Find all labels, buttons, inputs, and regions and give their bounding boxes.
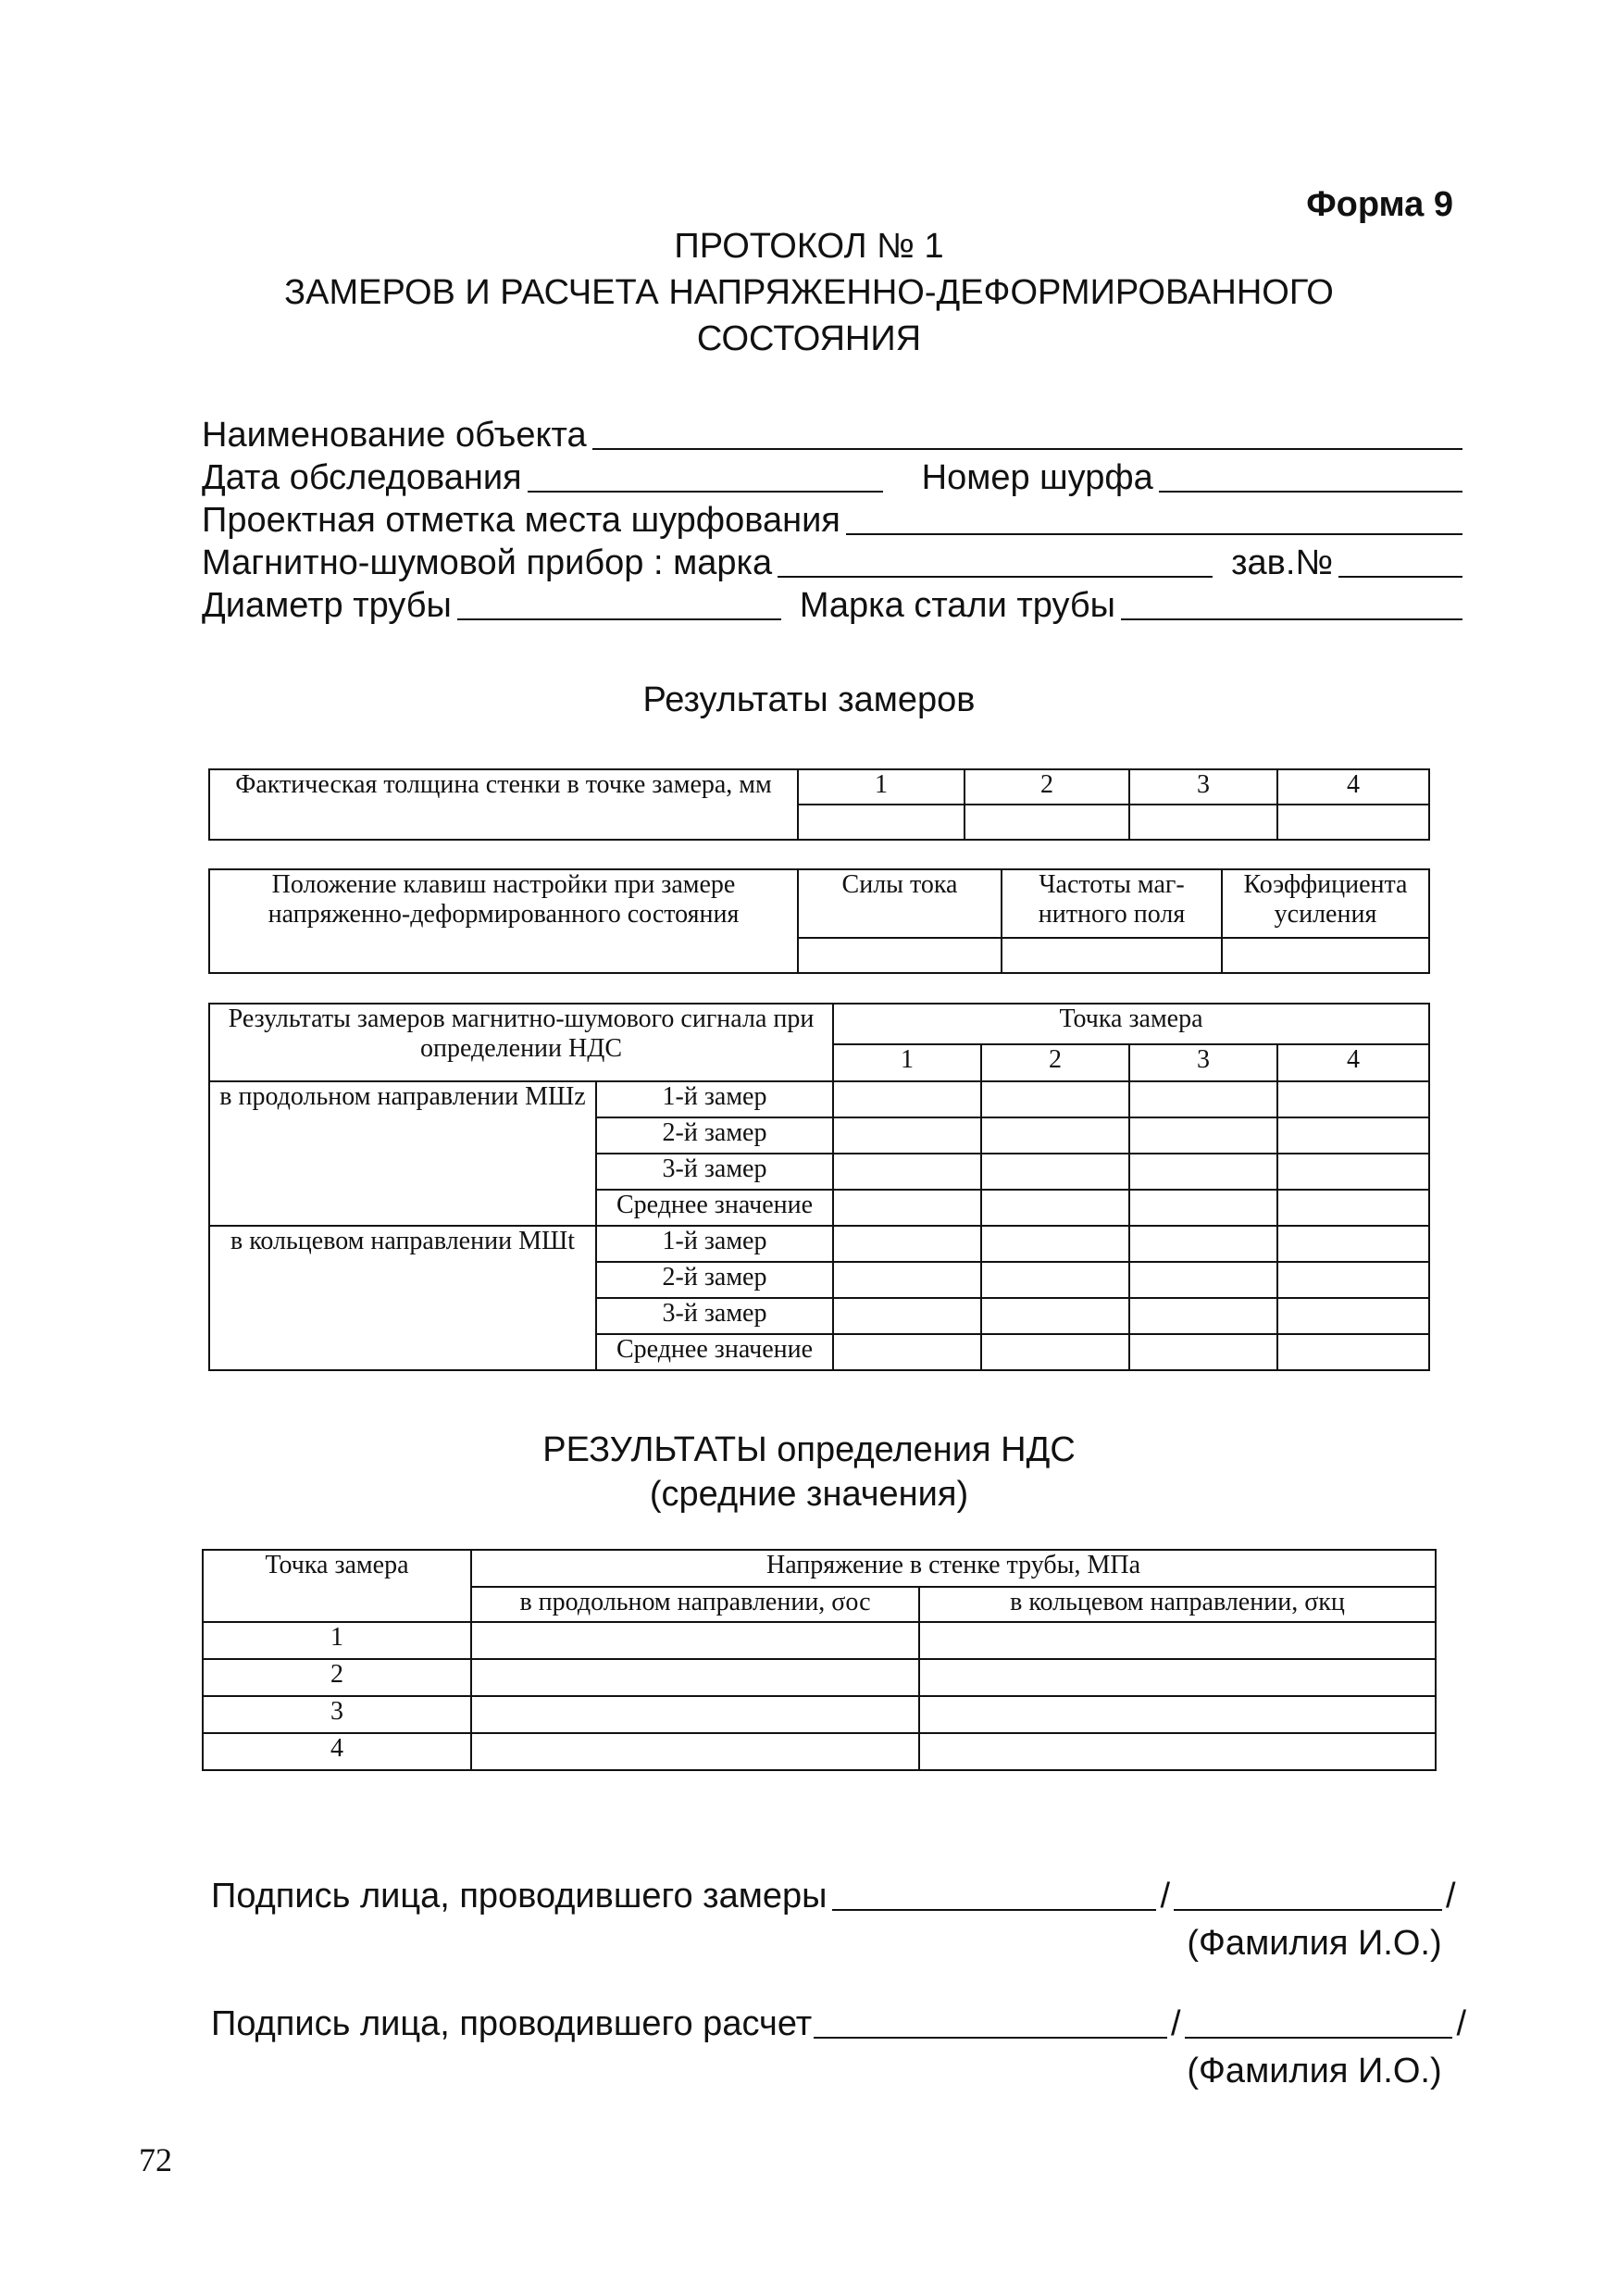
slash: / [1456, 2004, 1467, 2043]
settings-col-current: Силы тока [798, 869, 1002, 938]
signal-cell[interactable] [833, 1298, 981, 1334]
signal-cell[interactable] [981, 1298, 1129, 1334]
thickness-cell[interactable] [1129, 805, 1277, 840]
signal-cell[interactable] [1277, 1226, 1429, 1262]
thickness-col-1: 1 [798, 769, 965, 805]
stress-cell[interactable] [471, 1659, 919, 1696]
longitudinal-group-label: в продольном направлении МШz [209, 1081, 596, 1226]
thickness-table [208, 768, 1430, 841]
thickness-cell[interactable] [798, 805, 965, 840]
form-number: Форма 9 [1306, 185, 1453, 224]
slash: / [1170, 2004, 1181, 2043]
thickness-label: Фактическая толщина стенки в точке замера, мм [209, 769, 798, 840]
nds-heading-line2: (средние значения) [649, 1475, 969, 1514]
signal-cell[interactable] [833, 1117, 981, 1154]
thickness-col-3: 3 [1129, 769, 1277, 805]
thickness-col-4: 4 [1277, 769, 1429, 805]
stress-cell[interactable] [471, 1733, 919, 1770]
document-title-line3: СОСТОЯНИЯ [696, 319, 922, 358]
signal-cell[interactable] [833, 1334, 981, 1370]
pipe-diameter-label: Диаметр трубы [202, 586, 452, 625]
pit-number-field[interactable] [1159, 461, 1462, 493]
signal-cell[interactable] [1129, 1298, 1277, 1334]
signal-cell[interactable] [1277, 1190, 1429, 1226]
object-name-label: Наименование объекта [202, 416, 587, 455]
signal-cell[interactable] [981, 1190, 1129, 1226]
design-mark-field[interactable] [846, 504, 1462, 535]
row-label: 3-й замер [596, 1298, 833, 1334]
slash: / [1446, 1877, 1456, 1915]
ring-group-label: в кольцевом направлении МШt [209, 1226, 596, 1370]
signal-point-3: 3 [1129, 1044, 1277, 1081]
signal-cell[interactable] [833, 1262, 981, 1298]
signal-cell[interactable] [1129, 1190, 1277, 1226]
object-name-row [202, 415, 1462, 455]
signal-point-1: 1 [833, 1044, 981, 1081]
stress-cell[interactable] [471, 1696, 919, 1733]
nds-heading-line1: РЕЗУЛЬТАТЫ определения НДС [542, 1430, 1076, 1469]
stress-cell[interactable] [919, 1659, 1436, 1696]
settings-col-frequency: Частоты маг-нитного поля [1002, 869, 1222, 938]
object-name-field[interactable] [592, 418, 1462, 450]
settings-cell[interactable] [1002, 938, 1222, 973]
device-brand-field[interactable] [778, 546, 1213, 578]
measure-name-field[interactable] [1174, 1878, 1442, 1911]
design-mark-label: Проектная отметка места шурфования [202, 501, 840, 540]
measure-name-hint: (Фамилия И.О.) [1187, 1924, 1442, 1963]
signal-cell[interactable] [833, 1226, 981, 1262]
page-number: 72 [139, 2141, 172, 2178]
signal-cell[interactable] [1129, 1081, 1277, 1117]
thickness-col-2: 2 [965, 769, 1129, 805]
device-row [202, 543, 1462, 583]
signal-cell[interactable] [833, 1081, 981, 1117]
steel-grade-field[interactable] [1121, 589, 1462, 620]
stress-ring-header: в кольцевом направлении, σкц [919, 1587, 1436, 1622]
row-label: 1-й замер [596, 1226, 833, 1262]
signal-cell[interactable] [1129, 1334, 1277, 1370]
signal-point-header: Точка замера [833, 1004, 1429, 1044]
row-label: 3-й замер [596, 1154, 833, 1190]
signal-cell[interactable] [1277, 1154, 1429, 1190]
signal-cell[interactable] [981, 1154, 1129, 1190]
steel-grade-label: Марка стали трубы [799, 586, 1115, 625]
stress-cell[interactable] [919, 1733, 1436, 1770]
signal-cell[interactable] [981, 1081, 1129, 1117]
measure-signature-label: Подпись лица, проводившего замеры [211, 1877, 828, 1915]
serial-number-field[interactable] [1338, 546, 1462, 578]
survey-date-field[interactable] [528, 461, 883, 493]
stress-cell[interactable] [471, 1622, 919, 1659]
stress-longitudinal-header: в продольном направлении, σос [471, 1587, 919, 1622]
signal-cell[interactable] [1129, 1262, 1277, 1298]
slash: / [1160, 1877, 1171, 1915]
stress-point-label: 2 [203, 1659, 471, 1696]
pipe-diameter-field[interactable] [457, 589, 781, 620]
thickness-cell[interactable] [965, 805, 1129, 840]
stress-point-label: 1 [203, 1622, 471, 1659]
device-brand-label: Магнитно-шумовой прибор : марка [202, 543, 773, 582]
signal-cell[interactable] [1129, 1117, 1277, 1154]
row-label: 2-й замер [596, 1117, 833, 1154]
survey-date-label: Дата обследования [202, 458, 522, 497]
stress-table [202, 1549, 1437, 1771]
settings-table [208, 868, 1430, 974]
serial-number-label: зав.№ [1231, 543, 1334, 582]
calc-signature-row [211, 1998, 1470, 2044]
signal-cell[interactable] [833, 1154, 981, 1190]
thickness-cell[interactable] [1277, 805, 1429, 840]
stress-header: Напряжение в стенке трубы, МПа [471, 1550, 1436, 1587]
row-label: 2-й замер [596, 1262, 833, 1298]
calc-name-field[interactable] [1185, 2005, 1453, 2039]
calc-name-hint: (Фамилия И.О.) [1187, 2052, 1442, 2090]
signal-cell[interactable] [981, 1334, 1129, 1370]
pit-number-label: Номер шурфа [921, 458, 1153, 497]
results-heading: Результаты замеров [642, 680, 976, 719]
signal-cell[interactable] [833, 1190, 981, 1226]
signal-cell[interactable] [981, 1262, 1129, 1298]
signal-cell[interactable] [1277, 1117, 1429, 1154]
settings-col-gain: Коэффициента усиления [1222, 869, 1429, 938]
design-mark-row [202, 500, 1462, 541]
measure-signature-field[interactable] [832, 1878, 1156, 1911]
signal-cell[interactable] [1129, 1226, 1277, 1262]
calc-signature-label: Подпись лица, проводившего расчет [211, 2004, 813, 2043]
signal-cell[interactable] [981, 1117, 1129, 1154]
signal-point-2: 2 [981, 1044, 1129, 1081]
pipe-row [202, 585, 1462, 626]
row-label: Среднее значение [596, 1190, 833, 1226]
signal-header: Результаты замеров магнитно-шумового сигнала при определении НДС [209, 1004, 833, 1081]
settings-cell[interactable] [1222, 938, 1429, 973]
signal-point-4: 4 [1277, 1044, 1429, 1081]
stress-point-header: Точка замера [203, 1550, 471, 1622]
row-label: Среднее значение [596, 1334, 833, 1370]
signal-cell[interactable] [1277, 1334, 1429, 1370]
signal-cell[interactable] [981, 1226, 1129, 1262]
stress-point-label: 3 [203, 1696, 471, 1733]
survey-date-row [202, 457, 1462, 498]
stress-point-label: 4 [203, 1733, 471, 1770]
row-label: 1-й замер [596, 1081, 833, 1117]
signal-cell[interactable] [1277, 1081, 1429, 1117]
signal-cell[interactable] [1129, 1154, 1277, 1190]
settings-label: Положение клавиш настройки при замере напряженно-деформированного состояния [209, 869, 798, 973]
measure-signature-row [211, 1870, 1470, 1916]
signal-cell[interactable] [1277, 1262, 1429, 1298]
signal-cell[interactable] [1277, 1298, 1429, 1334]
calc-signature-field[interactable] [814, 2005, 1167, 2039]
stress-cell[interactable] [919, 1622, 1436, 1659]
document-title-line2: ЗАМЕРОВ И РАСЧЕТА НАПРЯЖЕННО-ДЕФОРМИРОВАННОГО [284, 273, 1334, 312]
stress-cell[interactable] [919, 1696, 1436, 1733]
signal-table [208, 1003, 1430, 1371]
settings-cell[interactable] [798, 938, 1002, 973]
document-title-line1: ПРОТОКОЛ № 1 [674, 227, 944, 266]
